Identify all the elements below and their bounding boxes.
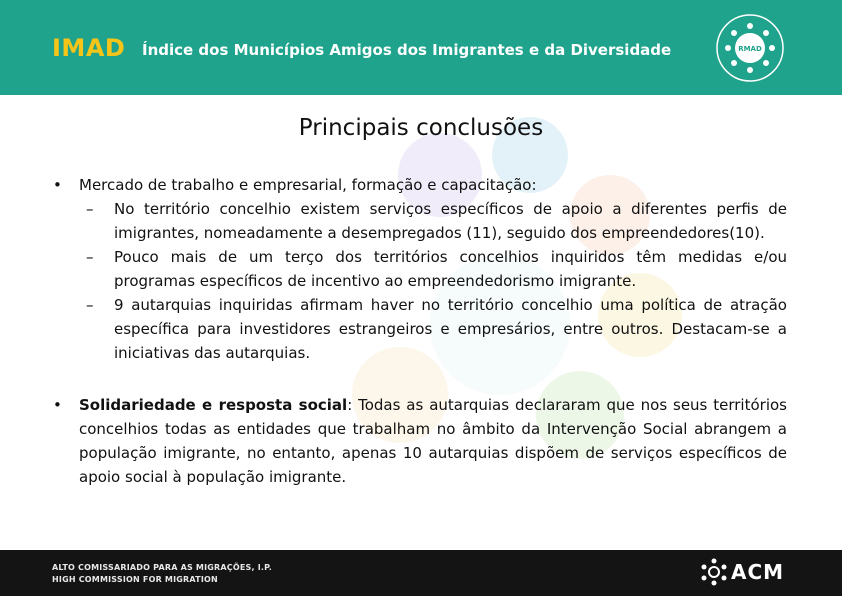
acm-logo-text: ACM xyxy=(731,560,785,584)
sub-item-text: No território concelhio existem serviços específicos de apoio a diferentes perfis de imigrantes, nomeadamente a desempregados (11), seguido dos empreendedores(10). xyxy=(114,200,787,242)
bullet-labour-market xyxy=(53,173,787,197)
imad-abbreviation: IMAD xyxy=(52,34,126,62)
rmad-badge-center: RMAD xyxy=(738,45,762,53)
sub-item xyxy=(86,197,787,245)
sub-item-text: Pouco mais de um terço dos territórios concelhios inquiridos têm medidas e/ou programas específicos de incentivo ao empreendedorismo imigrante. xyxy=(114,248,787,290)
bullet-heading: Mercado de trabalho e empresarial, formação e capacitação xyxy=(79,176,532,194)
bullet-social-solidarity xyxy=(53,393,787,489)
sub-dash: – xyxy=(86,248,94,266)
bullet-heading: Solidariedade e resposta social xyxy=(79,396,348,414)
footer-line-en: HIGH COMMISSION FOR MIGRATION xyxy=(52,575,218,584)
bullet-dot: • xyxy=(53,396,62,414)
sub-item xyxy=(86,293,787,365)
sub-item xyxy=(86,245,787,293)
rmad-badge-logo xyxy=(714,12,786,84)
imad-full-title: Índice dos Municípios Amigos dos Imigrantes e da Diversidade xyxy=(142,41,672,59)
sub-dash: – xyxy=(86,296,94,314)
footer-line-pt: ALTO COMISSARIADO PARA AS MIGRAÇÕES, I.P. xyxy=(52,563,272,572)
acm-logo-icon xyxy=(700,558,728,586)
bullet-heading-suffix: : xyxy=(531,176,537,194)
header-bar xyxy=(0,0,842,95)
slide-content xyxy=(0,170,842,489)
slide-title: Principais conclusões xyxy=(298,115,544,141)
sub-item-text: 9 autarquias inquiridas afirmam haver no território concelhio uma política de atração específica para investidores estrangeiros e empresários, entre outros. Destacam-se a iniciativas das autarquias. xyxy=(114,296,787,362)
bullet-text: : Todas as autarquias declararam que nos seus territórios concelhios todas as entidades que trabalham no âmbito da Intervenção Social abrangem a população imigrante, no entanto, apenas 10 autarquias dispõem de serviços específicos de apoio social à população imigrante. xyxy=(79,396,787,486)
sub-dash: – xyxy=(86,200,94,218)
bullet-dot: • xyxy=(53,176,62,194)
